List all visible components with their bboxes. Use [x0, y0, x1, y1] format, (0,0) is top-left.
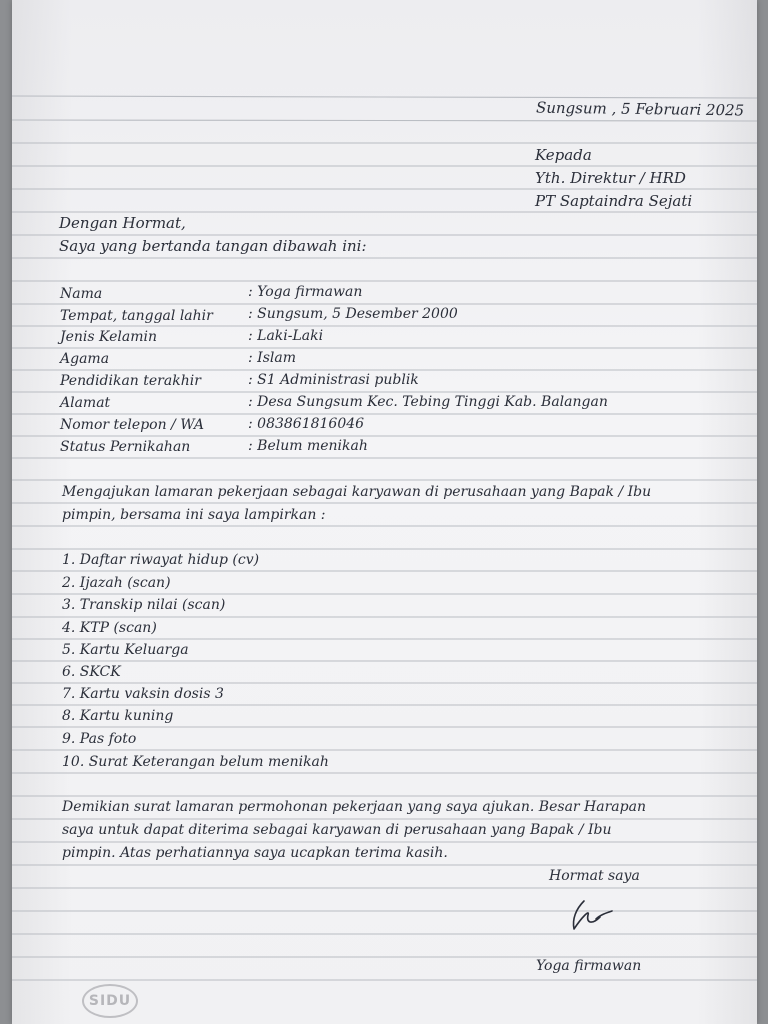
place-date: Sungsum , 5 Februari 2025: [535, 98, 745, 120]
closing-line: pimpin. Atas perhatiannya saya ucapkan terima kasih.: [62, 845, 448, 861]
signature-scribble: [562, 895, 622, 935]
application-line: pimpin, bersama ini saya lampirkan :: [62, 507, 326, 523]
field-label: Agama: [60, 351, 110, 367]
list-item: 4. KTP (scan): [62, 620, 157, 636]
field-value: : Belum menikah: [248, 438, 368, 454]
lined-paper-sheet: [12, 0, 757, 1024]
list-item: 8. Kartu kuning: [62, 708, 174, 724]
field-label: Nomor telepon / WA: [60, 417, 205, 433]
list-item: 7. Kartu vaksin dosis 3: [62, 686, 224, 702]
application-line: Mengajukan lamaran pekerjaan sebagai karyawan di perusahaan yang Bapak / Ibu: [62, 484, 652, 500]
field-value: : Yoga firmawan: [248, 284, 363, 300]
field-value: : Laki-Laki: [248, 328, 324, 344]
field-value: : Desa Sungsum Kec. Tebing Tinggi Kab. Balangan: [248, 394, 608, 410]
list-item: 1. Daftar riwayat hidup (cv): [62, 552, 260, 568]
field-label: Pendidikan terakhir: [60, 373, 201, 389]
greeting: Dengan Hormat,: [59, 214, 186, 232]
list-item: 6. SKCK: [62, 664, 121, 680]
field-value: : Islam: [248, 350, 296, 366]
sidu-stamp: SIDU: [82, 984, 138, 1018]
field-value: : 083861816046: [248, 416, 365, 432]
list-item: 3. Transkip nilai (scan): [62, 597, 226, 613]
field-value: : S1 Administrasi publik: [248, 372, 419, 388]
signer-name: Yoga firmawan: [536, 958, 642, 974]
closing-line: saya untuk dapat diterima sebagai karyawan di perusahaan yang Bapak / Ibu: [62, 822, 612, 838]
list-item: 5. Kartu Keluarga: [62, 642, 189, 658]
field-label: Tempat, tanggal lahir: [60, 308, 213, 324]
field-label: Jenis Kelamin: [60, 329, 157, 345]
intro-line: Saya yang bertanda tangan dibawah ini:: [59, 237, 367, 255]
recipient-company: PT Saptaindra Sejati: [535, 192, 693, 210]
list-item: 2. Ijazah (scan): [62, 575, 171, 591]
list-item: 10. Surat Keterangan belum menikah: [62, 754, 329, 770]
field-label: Alamat: [60, 395, 111, 411]
closing-line: Demikian surat lamaran permohonan pekerjaan yang saya ajukan. Besar Harapan: [62, 799, 646, 815]
recipient-to: Kepada: [535, 146, 592, 164]
field-label: Nama: [60, 286, 103, 302]
field-label: Status Pernikahan: [60, 439, 191, 455]
list-item: 9. Pas foto: [62, 731, 137, 747]
recipient-title: Yth. Direktur / HRD: [535, 169, 686, 187]
regards: Hormat saya: [549, 868, 640, 884]
field-value: : Sungsum, 5 Desember 2000: [248, 306, 458, 322]
